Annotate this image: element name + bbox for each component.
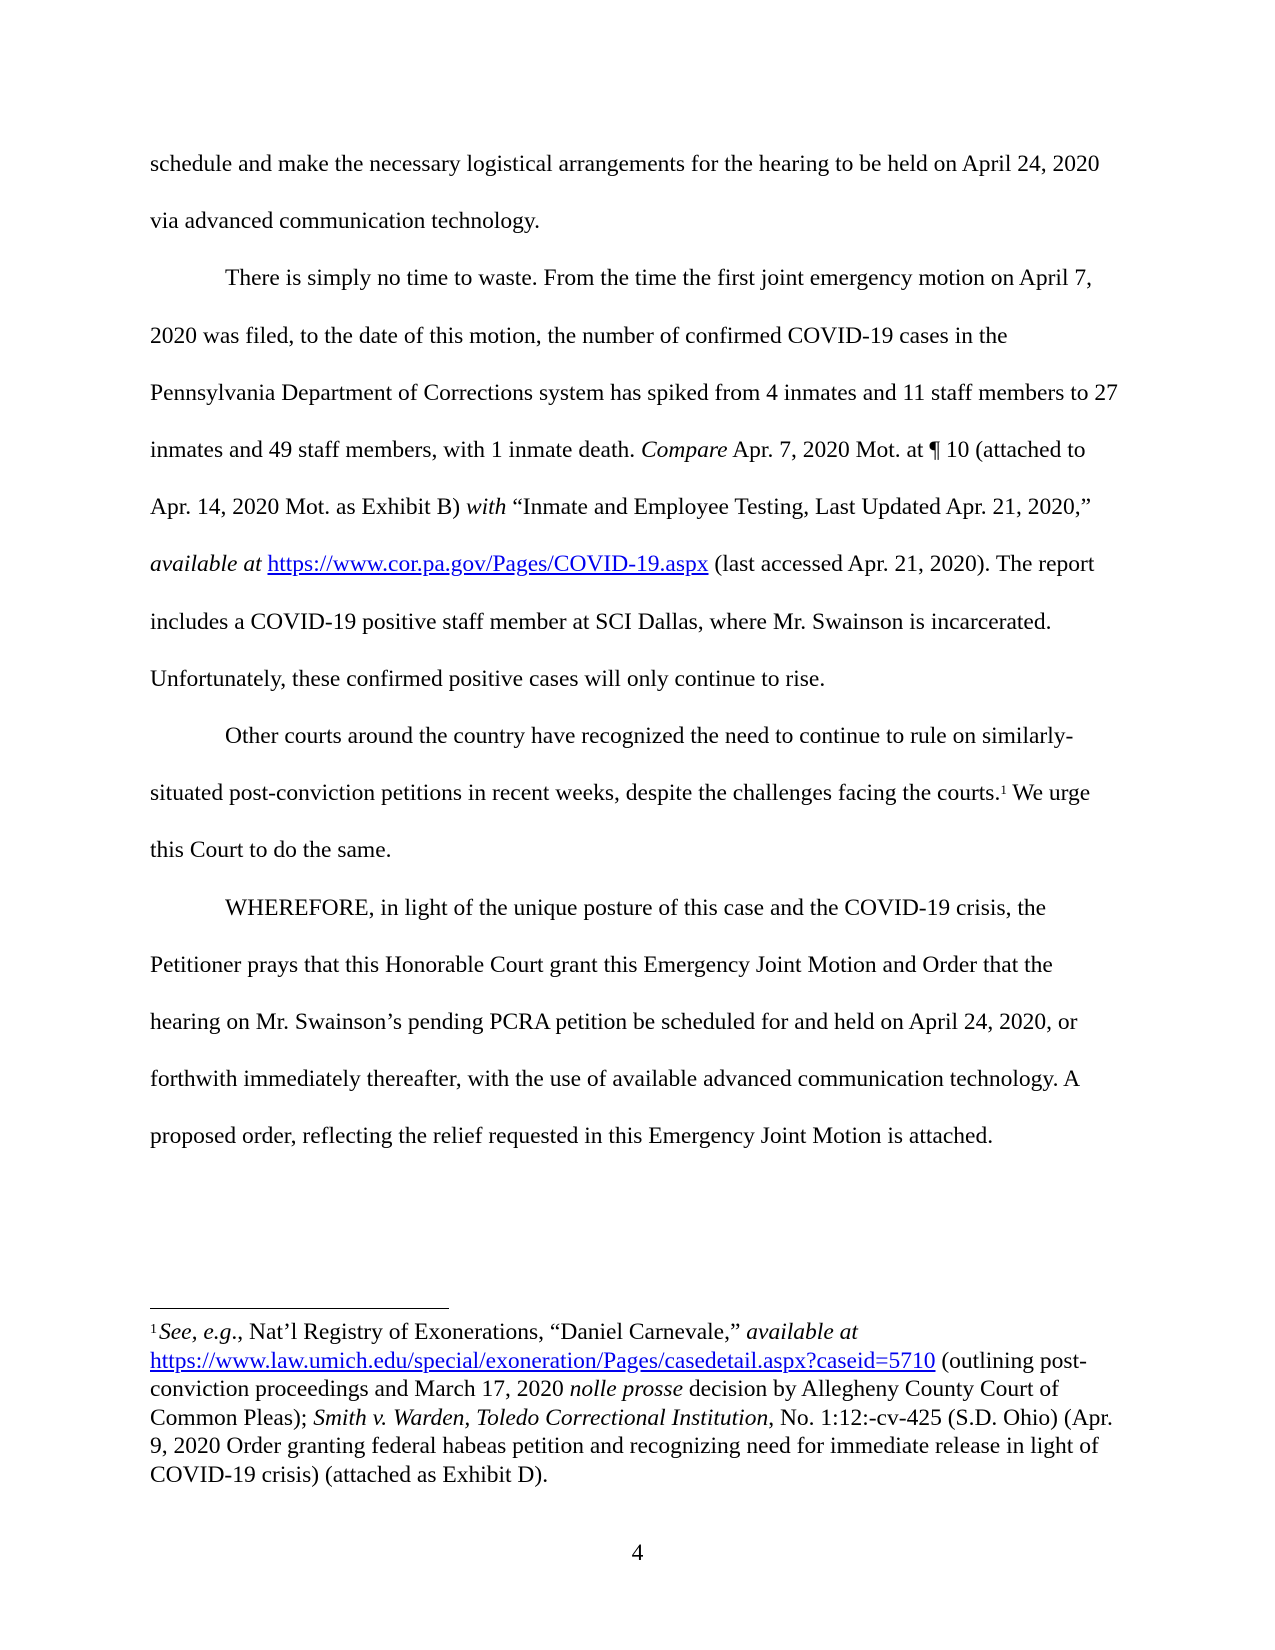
footnote-separator — [150, 1308, 449, 1309]
signal-with: with — [465, 494, 507, 521]
paragraph-continuation — [150, 136, 1125, 250]
footnote-segment: (outlining post-conviction proceedings and March 17, 2020 — [150, 1347, 1087, 1403]
paragraph-text: There is simply no time to waste. From the time the first joint emergency motion on April 7, 2020 was filed, to the date of this motion, the number of confirmed COVID-19 cases in the Pennsylvania Department of Corrections system has spiked from 4 inmates and 11 staff members to 27 inmates and 49 staff members, with 1 inmate death. — [150, 265, 1118, 464]
paragraph-text: We urge this Court to do the same. — [150, 780, 1091, 864]
paragraph-text: “Inmate and Employee Testing, Last Updated Apr. 21, 2020,” — [506, 494, 1092, 521]
signal-see-eg: See, e.g — [159, 1319, 232, 1345]
footnote-segment: decision by Allegheny County Court of Common Pleas); — [150, 1376, 1059, 1431]
body-text — [150, 136, 1125, 1166]
paragraph-text: Apr. 7, 2020 Mot. at ¶ 10 (attached to Apr. 14, 2020 Mot. as Exhibit B) — [150, 437, 1086, 521]
paragraph-text: schedule and make the necessary logistical arrangements for the hearing to be held on April 24, 2020 via advanced communication technology. — [150, 151, 1100, 235]
paragraph-text: WHEREFORE, in light of the unique posture of this case and the COVID-19 crisis, the Petitioner prays that this Honorable Court grant this Emergency Joint Motion and Order that the hearing on Mr. Swainson’s pending PCRA petition be scheduled for and held on April 24, 2020, or forthwith immediately thereafter, with the use of available advanced communication technology. A proposed order, reflecting the relief requested in this Emergency Joint Motion is attached. — [150, 894, 1079, 1150]
paragraph-other-courts — [150, 708, 1125, 880]
footnote-marker: 1 — [150, 1322, 157, 1337]
footnote — [150, 1318, 1125, 1490]
paragraph-wherefore — [150, 880, 1125, 1166]
nolle-prosse: nolle prosse — [569, 1376, 683, 1403]
law-umich-link[interactable]: https://www.law.umich.edu/special/exoneration/Pages/casedetail.aspx?caseid=5710 — [150, 1347, 936, 1374]
footnote-reference: 1 — [1000, 782, 1007, 798]
cor-pa-gov-link[interactable]: https://www.cor.pa.gov/Pages/COVID-19.aspx — [267, 551, 709, 578]
footnote-segment: ., Nat’l Registry of Exonerations, “Daniel Carnevale,” — [231, 1319, 747, 1345]
paragraph-text: Other courts around the country have recognized the need to continue to rule on similarly-situated post-conviction petitions in recent weeks, despite the challenges facing the courts. — [150, 723, 1074, 807]
signal-compare: Compare — [641, 437, 728, 464]
footnote-segment: , No. 1:12:-cv-425 (S.D. Ohio) (Apr. 9, 2020 Order granting federal habeas petition and recognizing need for immediate release in light of COVID-19 crisis) (attached as Exhibit D). — [150, 1404, 1113, 1488]
signal-available-at: available at — [746, 1319, 858, 1345]
paragraph-covid-cases — [150, 250, 1125, 708]
footnote-text — [150, 1318, 1125, 1490]
case-name: Smith v. Warden, Toledo Correctional Institution — [313, 1404, 769, 1431]
paragraph-text: (last accessed Apr. 21, 2020). The report includes a COVID-19 positive staff member at SCI Dallas, where Mr. Swainson is incarcerated. Unfortunately, these confirmed positive cases will only continue to rise. — [150, 551, 1095, 692]
page-number: 4 — [631, 1540, 644, 1566]
signal-available-at: available at — [150, 551, 262, 578]
